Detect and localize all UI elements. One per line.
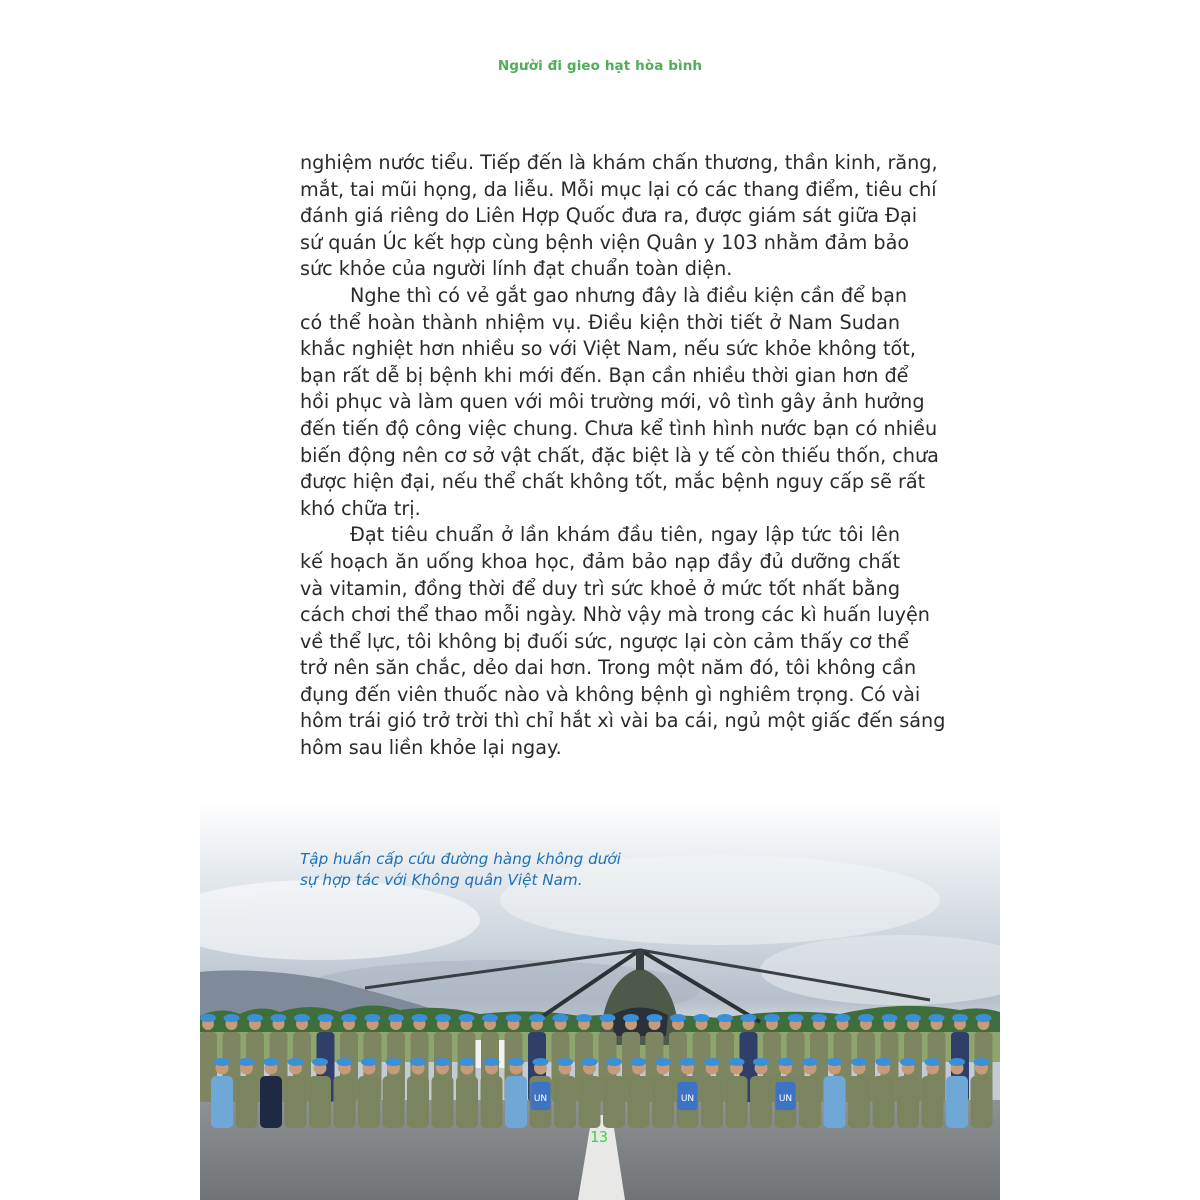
caption-line: Tập huấn cấp cứu đường hàng không dưới [300,850,621,868]
text-line: nghiệm nước tiểu. Tiếp đến là khám chấn thương, thần kinh, răng, [300,151,938,174]
text-line: hồi phục và làm quen với môi trường mới, vô tình gây ảnh hưởng [300,390,925,414]
text-line: khắc nghiệt hơn nhiều so với Việt Nam, nếu sức khỏe không tốt, [300,337,916,361]
text-line: Nghe thì có vẻ gắt gao nhưng đây là điều kiện cần để bạn [350,283,908,307]
text-line: sứ quán Úc kết hợp cùng bệnh viện Quân y 103 nhằm đảm bảo [300,230,910,254]
text-line: trở nên săn chắc, dẻo dai hơn. Trong một năm đó, tôi không cần [300,656,917,680]
caption-line: sự hợp tác với Không quân Việt Nam. [300,871,583,889]
text-line: đụng đến viên thuốc nào và không bệnh gì nghiêm trọng. Có vài [300,682,921,706]
text-line: cách chơi thể thao mỗi ngày. Nhờ vậy mà trong các kì huấn luyện [300,603,930,627]
text-line: sức khỏe của người lính đạt chuẩn toàn diện. [300,257,733,281]
text-line: hôm sau liền khỏe lại ngay. [300,736,562,760]
un-vest-label: UN [778,1094,793,1104]
text-line: được hiện đại, nếu thể chất không tốt, mắc bệnh nguy cấp sẽ rất [300,470,926,494]
paragraph-2 [300,283,939,522]
page-number: 13 [590,1128,609,1146]
text-line: biến động nên cơ sở vật chất, đặc biệt là y tế còn thiếu thốn, chưa [300,443,939,467]
photo-caption [300,849,680,891]
body-text [300,150,946,762]
text-line: có thể hoàn thành nhiệm vụ. Điều kiện thời tiết ở Nam Sudan [300,310,900,334]
text-line: Đạt tiêu chuẩn ở lần khám đầu tiên, ngay lập tức tôi lên [350,523,900,547]
text-line: bạn rất dễ bị bệnh khi mới đến. Bạn cần nhiều thời gian hơn để [300,363,909,387]
un-vest-label: UN [533,1094,548,1104]
text-line: hôm trái gió trở trời thì chỉ hắt xì vài ba cái, ngủ một giấc đến sáng [300,709,946,733]
text-line: khó chữa trị. [300,496,421,520]
text-line: mắt, tai mũi họng, da liễu. Mỗi mục lại có các thang điểm, tiêu chí [300,177,937,201]
text-line: kế hoạch ăn uống khoa học, đảm bảo nạp đầy đủ dưỡng chất [300,549,900,573]
text-line: và vitamin, đồng thời để duy trì sức khoẻ ở mức tốt nhất bằng [300,576,900,600]
paragraph-3 [300,522,946,761]
text-line: đến tiến độ công việc chung. Chưa kể tình hình nước bạn có nhiều [300,416,938,440]
text-line: đánh giá riêng do Liên Hợp Quốc đưa ra, được giám sát giữa Đại [300,204,918,228]
paragraph-1 [300,150,938,283]
un-vest-label: UN [680,1094,695,1104]
text-line: về thể lực, tôi không bị đuối sức, ngược lại còn cảm thấy cơ thể [300,629,910,653]
running-header-title: Người đi gieo hạt hòa bình [497,58,703,74]
